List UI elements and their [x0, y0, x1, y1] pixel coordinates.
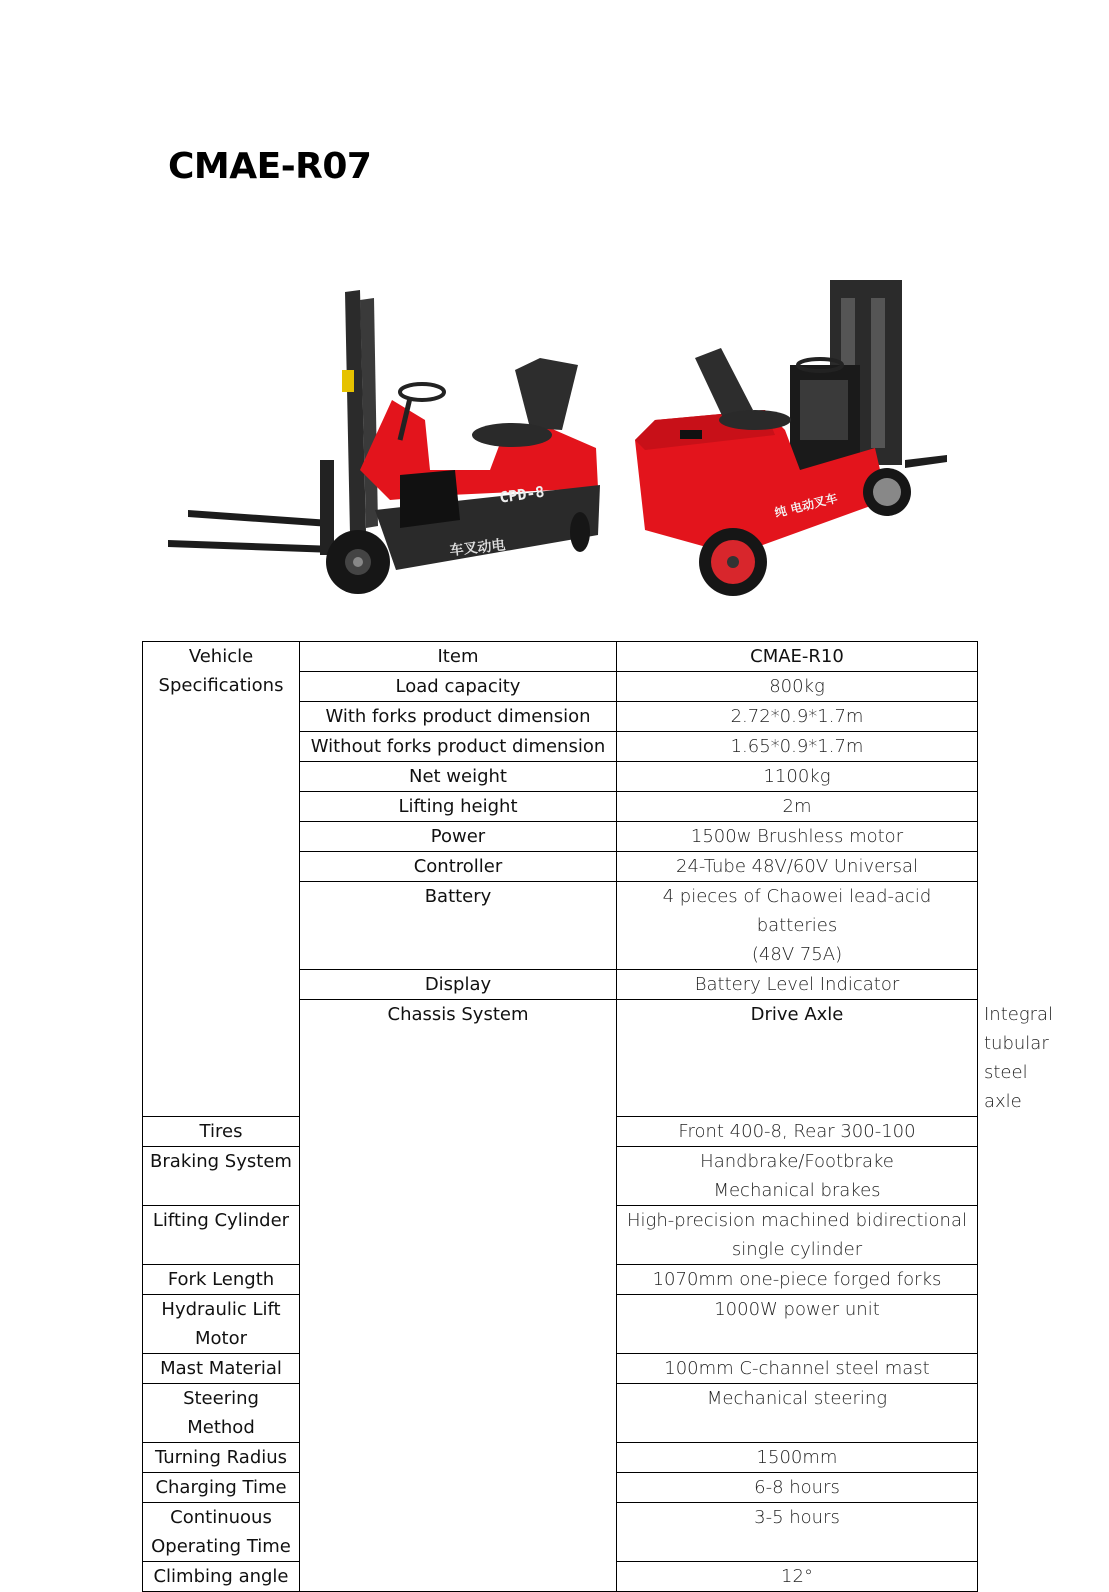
spec-name: Mast Material	[143, 1354, 300, 1384]
spec-value: 1000W power unit	[617, 1295, 978, 1354]
spec-name: Turning Radius	[143, 1443, 300, 1473]
logo-mark: 纯 电动叉车	[773, 491, 839, 521]
spec-name: Lifting Cylinder	[143, 1206, 300, 1265]
spec-name: Battery	[300, 882, 617, 970]
spec-value: 2.72*0.9*1.7m	[617, 702, 978, 732]
group-label: Vehicle	[188, 646, 254, 667]
spec-name: Fork Length	[143, 1265, 300, 1295]
group-chassis-system: Chassis System	[300, 1000, 617, 1592]
model-mark: CPD-8	[498, 482, 546, 507]
spec-value-line: (48V 75A)	[751, 944, 843, 965]
spec-value: 100mm C-channel steel mast	[617, 1354, 978, 1384]
spec-name: Power	[300, 822, 617, 852]
spec-value: 800kg	[617, 672, 978, 702]
forklift-image-left	[160, 270, 610, 610]
spec-name: Net weight	[300, 762, 617, 792]
spec-value	[617, 1147, 978, 1206]
spec-value: 3-5 hours	[617, 1503, 978, 1562]
spec-value: 2m	[617, 792, 978, 822]
spec-name: Load capacity	[300, 672, 617, 702]
forklift-image-right	[625, 270, 955, 610]
spec-value: 1.65*0.9*1.7m	[617, 732, 978, 762]
spec-value: 12°	[617, 1562, 978, 1592]
spec-name: Drive Axle	[617, 1000, 978, 1117]
spec-value: 6-8 hours	[617, 1473, 978, 1503]
spec-value: 1500mm	[617, 1443, 978, 1473]
spec-value: Front 400-8, Rear 300-100	[617, 1117, 978, 1147]
logo-mark: 车叉动电	[448, 537, 507, 560]
spec-name: Braking System	[143, 1147, 300, 1206]
header-item: Item	[300, 642, 617, 672]
spec-name: Charging Time	[143, 1473, 300, 1503]
specification-table	[142, 641, 1054, 1592]
spec-name: Continuous Operating Time	[143, 1503, 300, 1562]
spec-value: Battery Level Indicator	[617, 970, 978, 1000]
spec-name: Tires	[143, 1117, 300, 1147]
spec-name: Display	[300, 970, 617, 1000]
spec-name: Climbing angle	[143, 1562, 300, 1592]
spec-name: Lifting height	[300, 792, 617, 822]
spec-name: Hydraulic Lift Motor	[143, 1295, 300, 1354]
spec-name: Steering Method	[143, 1384, 300, 1443]
spec-value: 1500w Brushless motor	[617, 822, 978, 852]
spec-value	[617, 882, 978, 970]
spec-value: 24-Tube 48V/60V Universal	[617, 852, 978, 882]
spec-name: Without forks product dimension	[300, 732, 617, 762]
table-row: Chassis System Drive Axle Integral tubular steel axle	[143, 1000, 978, 1117]
spec-value-line: Mechanical brakes	[713, 1180, 881, 1201]
spec-value: 1100kg	[617, 762, 978, 792]
spec-value: 1070mm one-piece forged forks	[617, 1265, 978, 1295]
spec-value-line: 4 pieces of Chaowei lead-acid batteries	[662, 886, 932, 936]
spec-value-line: Handbrake/Footbrake	[700, 1151, 894, 1172]
page-title: CMAE-R07	[168, 146, 372, 187]
spec-value-line: single cylinder	[731, 1239, 863, 1260]
table-header-row	[143, 642, 978, 672]
group-label: Specifications	[158, 675, 284, 696]
spec-value	[617, 1206, 978, 1265]
spec-name: Controller	[300, 852, 617, 882]
spec-value-line: High-precision machined bidirectional	[626, 1210, 967, 1231]
group-vehicle-specifications	[143, 642, 300, 1117]
header-value: CMAE-R10	[617, 642, 978, 672]
spec-name: With forks product dimension	[300, 702, 617, 732]
spec-value: Mechanical steering	[617, 1384, 978, 1443]
